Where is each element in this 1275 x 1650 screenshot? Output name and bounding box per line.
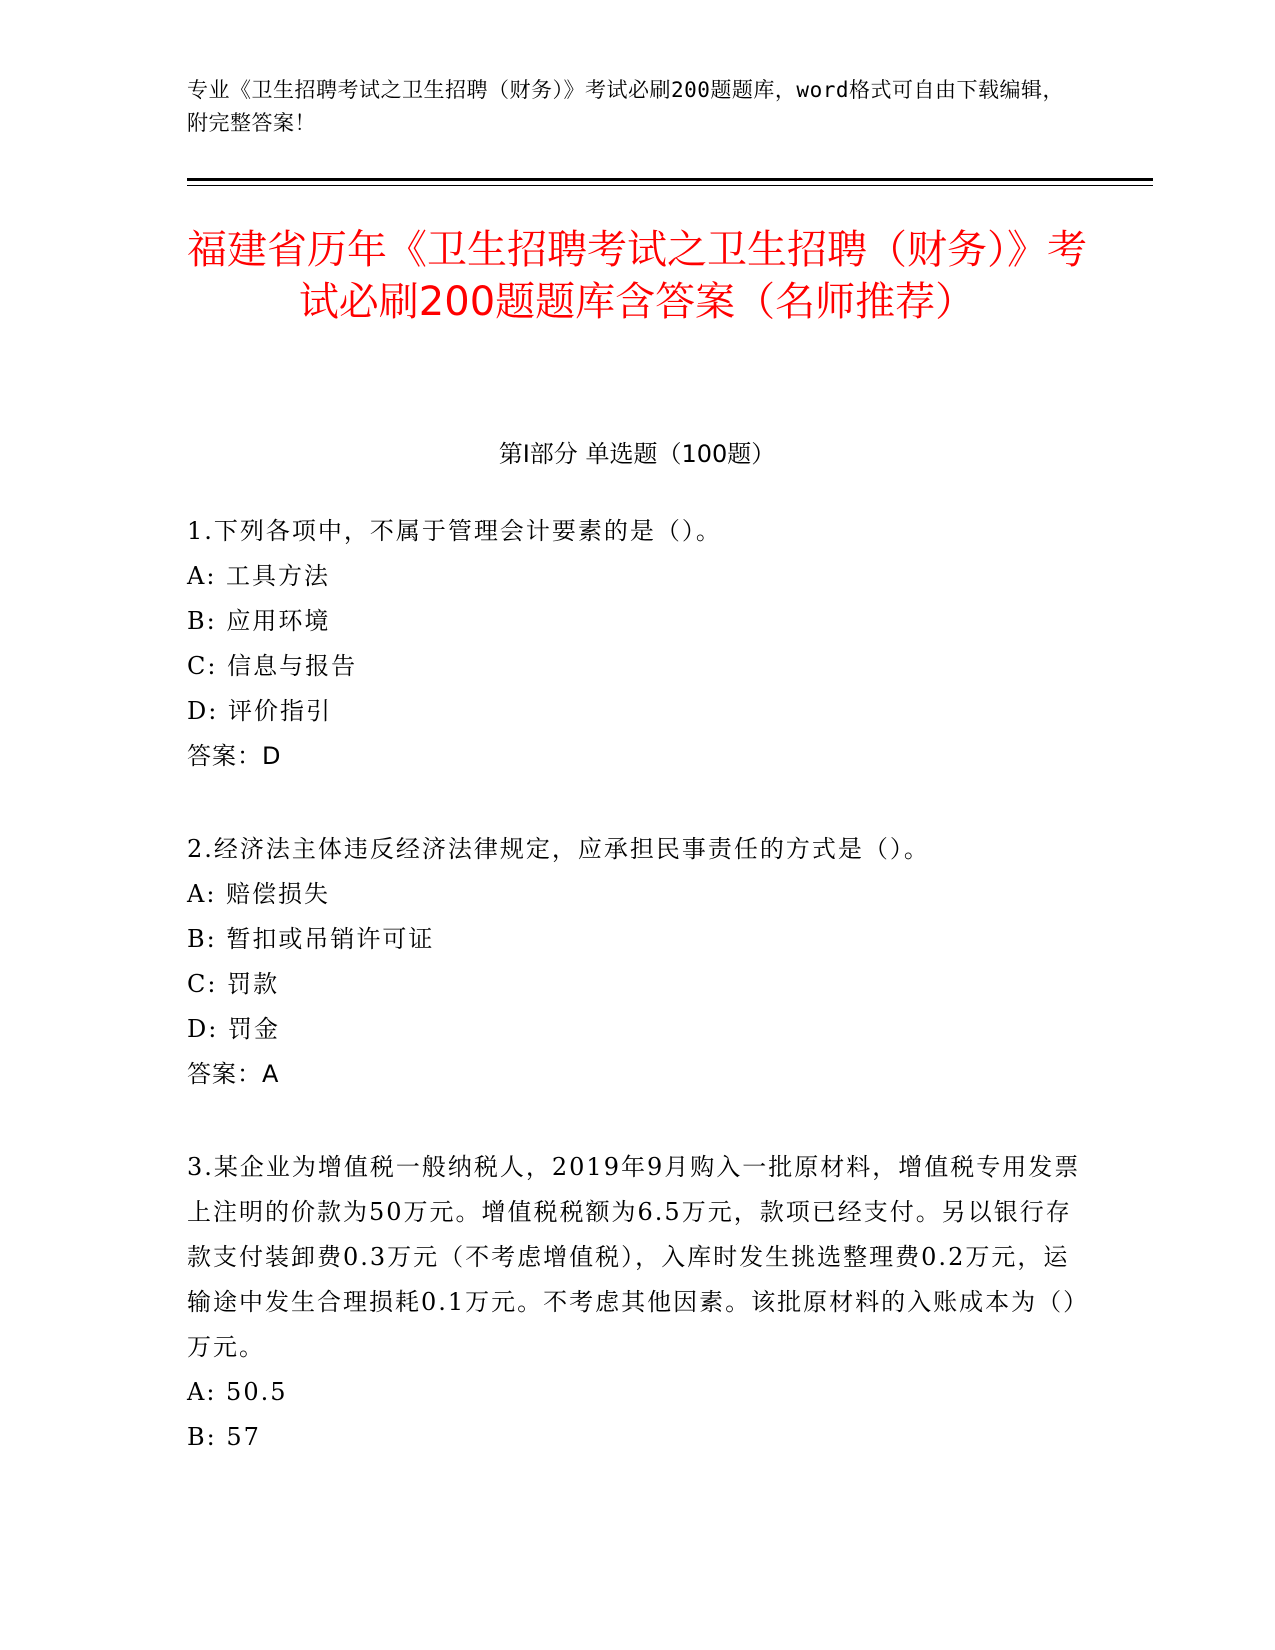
document-title: 福建省历年《卫生招聘考试之卫生招聘（财务）》考试必刷200题题库含答案（名师推荐）: [187, 227, 1087, 325]
option-c: C: 罚款: [187, 970, 280, 998]
answer-line: 答案：D: [187, 742, 282, 770]
question-stem: 3.某企业为增值税一般纳税人，2019年9月购入一批原材料，增值税专用发票上注明的价款为50万元。增值税税额为6.5万元，款项已经支付。另以银行存款支付装卸费0.3万元（不考虑增值税），入库时发生挑选整理费0.2万元，运输途中发生合理损耗0.1万元。不考虑其他因素。该批原材料的入账成本为（）万元。: [187, 1153, 1081, 1361]
option-a: A: 50.5: [187, 1378, 288, 1406]
section-heading: 第I部分 单选题（100题）: [498, 440, 776, 468]
option-a: A: 赔偿损失: [187, 880, 331, 908]
question-stem: 1.下列各项中，不属于管理会计要素的是（）。: [187, 517, 722, 545]
option-b: B: 暂扣或吊销许可证: [187, 925, 435, 953]
header-rule-thick: [187, 178, 1153, 181]
option-c: C: 信息与报告: [187, 652, 358, 680]
option-b: B: 应用环境: [187, 607, 331, 635]
question-3: [187, 1145, 1087, 1460]
header-rule-thin: [187, 185, 1153, 186]
answer-line: 答案：A: [187, 1060, 280, 1088]
question-1: [187, 509, 1087, 779]
option-a: A: 工具方法: [187, 562, 331, 590]
question-2: [187, 827, 1087, 1097]
option-d: D: 罚金: [187, 1015, 280, 1043]
option-b: B: 57: [187, 1423, 261, 1451]
header-note: 专业《卫生招聘考试之卫生招聘（财务）》考试必刷200题题库，word格式可自由下载编辑，附完整答案！: [187, 78, 1064, 135]
question-stem: 2.经济法主体违反经济法律规定，应承担民事责任的方式是（）。: [187, 835, 930, 863]
option-d: D: 评价指引: [187, 697, 332, 725]
